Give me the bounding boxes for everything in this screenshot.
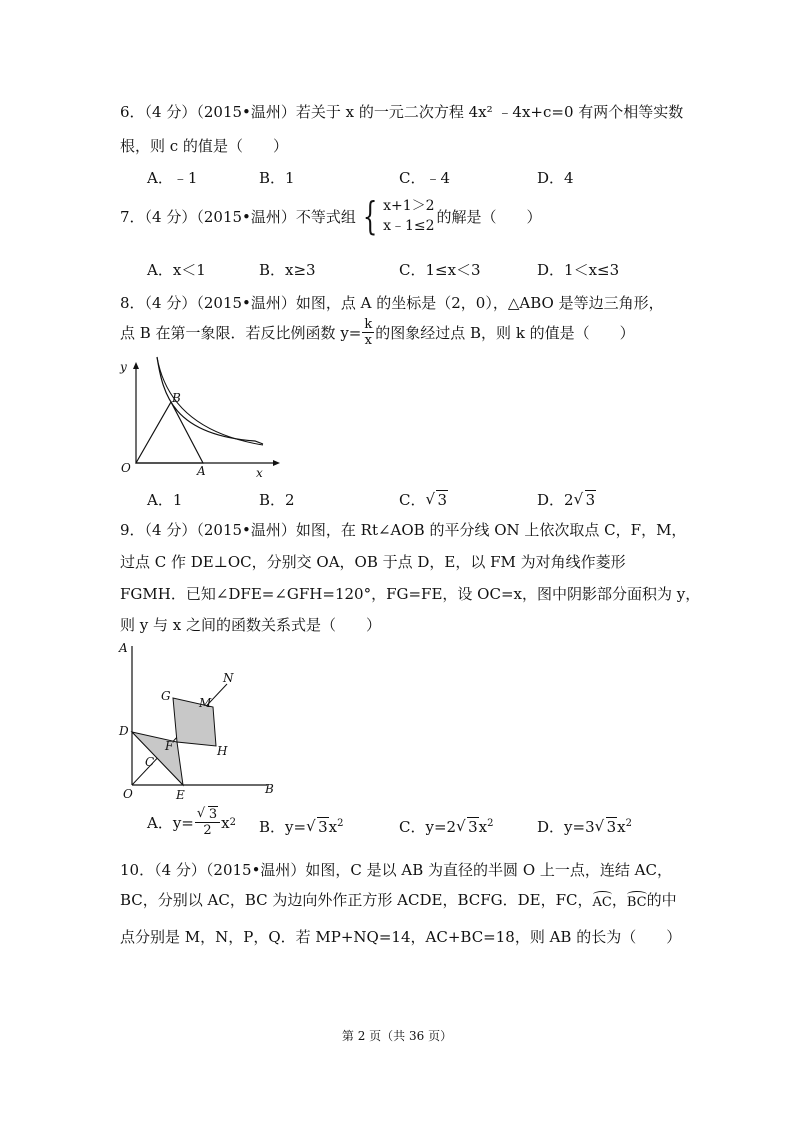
q6-line2: 根，则 c 的值是（ ） bbox=[120, 137, 288, 155]
left-brace-icon: { bbox=[362, 194, 378, 238]
q9-figure bbox=[115, 640, 285, 805]
q8-line1: 8．（4 分）（2015•温州）如图，点 A 的坐标是（2，0），△ABO 是等边三角形， bbox=[120, 294, 664, 312]
q9-line2: 过点 C 作 DE⊥OC，分别交 OA，OB 于点 D，E，以 FM 为对角线作菱形 bbox=[120, 553, 626, 571]
q9-label-f: F bbox=[165, 739, 174, 753]
q10-separator: ， bbox=[611, 891, 627, 909]
q8-x-axis-arrow-icon bbox=[273, 460, 280, 466]
q9-option-a-exponent: 2 bbox=[229, 817, 237, 828]
q8-fraction-denominator: x bbox=[364, 333, 372, 348]
q9-option-b-exponent: 2 bbox=[337, 818, 344, 829]
q8-label-o: O bbox=[121, 461, 131, 475]
q9-option-c-radicand: 3 bbox=[468, 818, 478, 836]
q9-label-a: A bbox=[119, 641, 128, 655]
q8-fraction-numerator: k bbox=[364, 317, 373, 332]
q9-option-a bbox=[147, 808, 236, 837]
q7-inequality-system bbox=[358, 196, 435, 236]
q8-option-c-pre: C． bbox=[399, 491, 426, 509]
q8-figure bbox=[115, 355, 295, 480]
page-footer: 第 2 页（共 36 页） bbox=[341, 1029, 453, 1043]
q9-line1: 9．（4 分）（2015•温州）如图，在 Rt∠AOB 的平分线 ON 上依次取点 C，F，M， bbox=[120, 521, 687, 539]
q9-label-c: C bbox=[145, 755, 155, 769]
q9-option-a-radicand: 3 bbox=[208, 807, 218, 822]
q9-option-a-post: x bbox=[221, 813, 230, 832]
q6-line1: 6．（4 分）（2015•温州）若关于 x 的一元二次方程 4x² ﹣4x+c=0 有两个相等实数 bbox=[120, 103, 684, 121]
q10-arc-bc: BC bbox=[627, 891, 647, 910]
q9-label-e: E bbox=[176, 788, 185, 802]
q9-option-b-sqrt bbox=[306, 818, 329, 836]
q9-option-d bbox=[537, 816, 632, 837]
q8-option-b: B．2 bbox=[259, 491, 295, 509]
q6-option-d: D．4 bbox=[537, 169, 574, 187]
q7-prefix: 7．（4 分）（2015•温州）不等式组 bbox=[120, 207, 356, 226]
q8-option-c-sqrt bbox=[425, 491, 448, 509]
q9-label-o: O bbox=[123, 787, 133, 801]
q8-option-c bbox=[399, 489, 448, 510]
q9-option-c-sqrt bbox=[456, 818, 479, 836]
q7-suffix: 的解是（ ） bbox=[436, 207, 542, 226]
q9-option-b-post: x bbox=[328, 818, 338, 836]
q9-option-b bbox=[259, 816, 343, 837]
q8-line2 bbox=[120, 318, 635, 347]
q8-fraction bbox=[362, 318, 374, 347]
q10-line1: 10．（4 分）（2015•温州）如图，C 是以 AB 为直径的半圆 O 上一点，连结 AC， bbox=[120, 861, 672, 879]
q9-option-a-fraction bbox=[195, 808, 220, 837]
q8-y-axis-arrow-icon bbox=[133, 362, 139, 369]
q8-line2-pre: 点 B 在第一象限．若反比例函数 y= bbox=[120, 324, 362, 342]
q8-label-b: B bbox=[172, 391, 181, 405]
q8-option-d-sqrt bbox=[574, 491, 597, 509]
q8-option-d-radicand: 3 bbox=[585, 491, 596, 509]
q7-row2: x﹣1≤2 bbox=[383, 218, 435, 234]
q7-option-b: B．x≥3 bbox=[259, 261, 316, 279]
q8-label-y: y bbox=[120, 360, 127, 374]
q10-line2-pre: BC，分别以 AC，BC 为边向外作正方形 ACDE，BCFG．DE，FC， bbox=[120, 891, 593, 909]
q9-option-a-sqrt bbox=[197, 808, 218, 821]
q9-label-d: D bbox=[119, 724, 129, 738]
q6-option-c: C．﹣4 bbox=[399, 169, 451, 187]
q9-label-g: G bbox=[161, 689, 171, 703]
q9-label-m: M bbox=[199, 696, 212, 710]
q9-option-d-sqrt bbox=[595, 818, 618, 836]
q8-label-x: x bbox=[256, 466, 263, 480]
q9-option-b-pre: B．y= bbox=[259, 818, 307, 836]
q9-option-a-denominator: 2 bbox=[203, 823, 212, 838]
q8-label-a: A bbox=[197, 464, 206, 478]
q9-option-c-post: x bbox=[478, 818, 488, 836]
q10-line2-post: 的中 bbox=[646, 891, 677, 909]
q6-option-b: B．1 bbox=[259, 169, 295, 187]
q9-line3: FGMH．已知∠DFE=∠GFH=120°，FG=FE，设 OC=x，图中阴影部分面积为 y， bbox=[120, 585, 701, 603]
q9-option-d-radicand: 3 bbox=[606, 818, 617, 836]
q8-option-d bbox=[537, 489, 596, 510]
q9-option-c bbox=[399, 816, 493, 837]
q7-line bbox=[120, 196, 542, 236]
q8-option-a: A．1 bbox=[147, 491, 183, 509]
q9-label-h: H bbox=[217, 744, 228, 758]
q10-arc-ac: AC bbox=[593, 891, 612, 910]
q9-line4: 则 y 与 x 之间的函数关系式是（ ） bbox=[120, 616, 382, 634]
q7-option-a: A．x＜1 bbox=[147, 261, 206, 279]
q10-line3: 点分别是 M，N，P，Q．若 MP+NQ=14，AC+BC=18，则 AB 的长为（ ） bbox=[120, 928, 682, 946]
q9-option-c-pre: C．y=2 bbox=[399, 818, 457, 836]
q8-line2-post: 的图象经过点 B，则 k 的值是（ ） bbox=[375, 324, 635, 342]
q7-row1: x+1＞2 bbox=[383, 198, 435, 214]
q8-equilateral-triangle bbox=[136, 402, 203, 463]
q8-option-d-pre: D．2 bbox=[537, 491, 574, 509]
q9-option-d-pre: D．y=3 bbox=[537, 818, 595, 836]
q7-option-c: C．1≤x＜3 bbox=[399, 261, 481, 279]
q9-option-a-pre: A．y= bbox=[147, 814, 194, 832]
q9-option-d-exponent: 2 bbox=[625, 818, 633, 829]
q10-line2 bbox=[120, 889, 677, 910]
q7-option-d: D．1＜x≤3 bbox=[537, 261, 620, 279]
q9-option-b-radicand: 3 bbox=[318, 818, 328, 836]
q9-label-n: N bbox=[223, 671, 234, 685]
q9-option-c-exponent: 2 bbox=[487, 818, 494, 829]
q9-option-d-post: x bbox=[617, 818, 626, 836]
q6-option-a: A．﹣1 bbox=[147, 169, 198, 187]
q9-label-b: B bbox=[265, 782, 274, 796]
q8-option-c-radicand: 3 bbox=[437, 491, 448, 509]
